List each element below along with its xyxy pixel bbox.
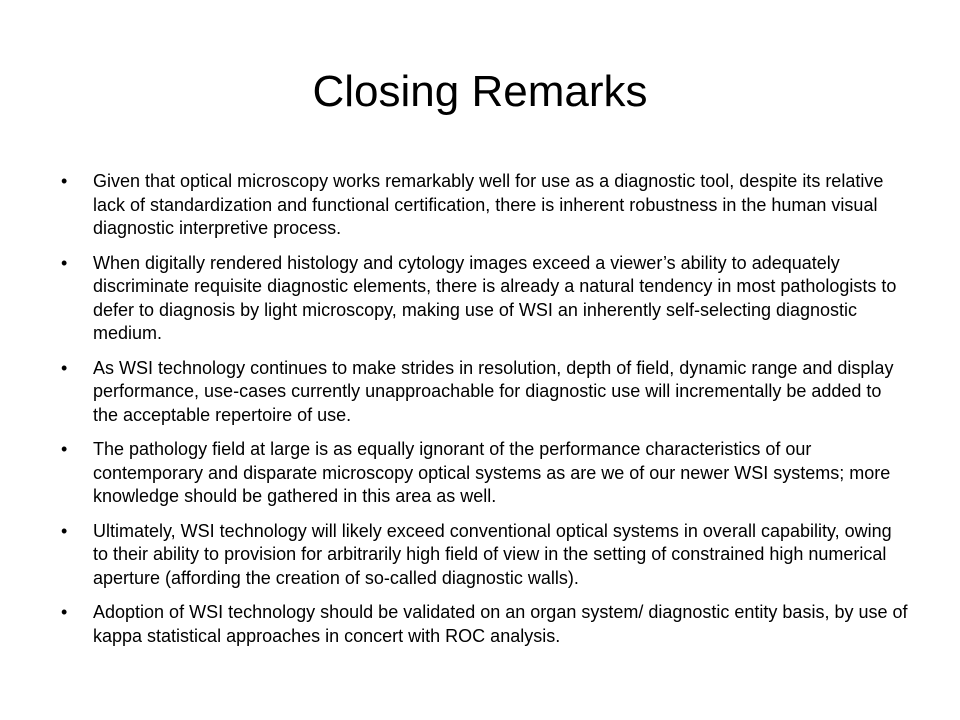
bullet-icon: • bbox=[61, 171, 68, 191]
bullet-icon: • bbox=[61, 439, 68, 459]
slide-title: Closing Remarks bbox=[312, 67, 648, 116]
bullet-icon: • bbox=[61, 602, 68, 622]
bullet-text: When digitally rendered histology and cytology images exceed a viewer’s ability to adequately discriminate requisite diagnostic elements, there is already a natural tendency in most pathologists to defer to diagnosis by light microscopy, making use of WSI an inherently self-selecting diagnostic medium. bbox=[93, 252, 897, 343]
bullet-item bbox=[61, 520, 909, 591]
bullet-item bbox=[61, 170, 909, 241]
bullet-text: As WSI technology continues to make strides in resolution, depth of field, dynamic range and display performance, use-cases currently unapproachable for diagnostic use will incrementally be added to the acceptable repertoire of use. bbox=[93, 357, 894, 425]
bullet-text: Given that optical microscopy works remarkably well for use as a diagnostic tool, despite its relative lack of standardization and functional certification, there is inherent robustness in the human visual diagnostic interpretive process. bbox=[93, 171, 884, 238]
bullet-text: Adoption of WSI technology should be validated on an organ system/ diagnostic entity basis, by use of kappa statistical approaches in concert with ROC analysis. bbox=[93, 602, 908, 646]
bullet-icon: • bbox=[61, 520, 68, 541]
bullet-item bbox=[61, 438, 909, 509]
bullet-icon: • bbox=[61, 252, 68, 273]
bullet-icon: • bbox=[61, 357, 68, 378]
bullet-item bbox=[61, 252, 909, 346]
bullet-list bbox=[61, 170, 909, 659]
bullet-text: Ultimately, WSI technology will likely exceed conventional optical systems in overall capability, owing to their ability to provision for arbitrarily high field of view in the setting of constrained high numerical aperture (affording the creation of so-called diagnostic walls). bbox=[93, 520, 892, 588]
bullet-item bbox=[61, 357, 909, 428]
bullet-item bbox=[61, 601, 909, 648]
bullet-text: The pathology field at large is as equally ignorant of the performance characteristics of our contemporary and disparate microscopy optical systems as are we of our newer WSI systems; more knowledge should be gathered in this area as well. bbox=[93, 439, 891, 506]
